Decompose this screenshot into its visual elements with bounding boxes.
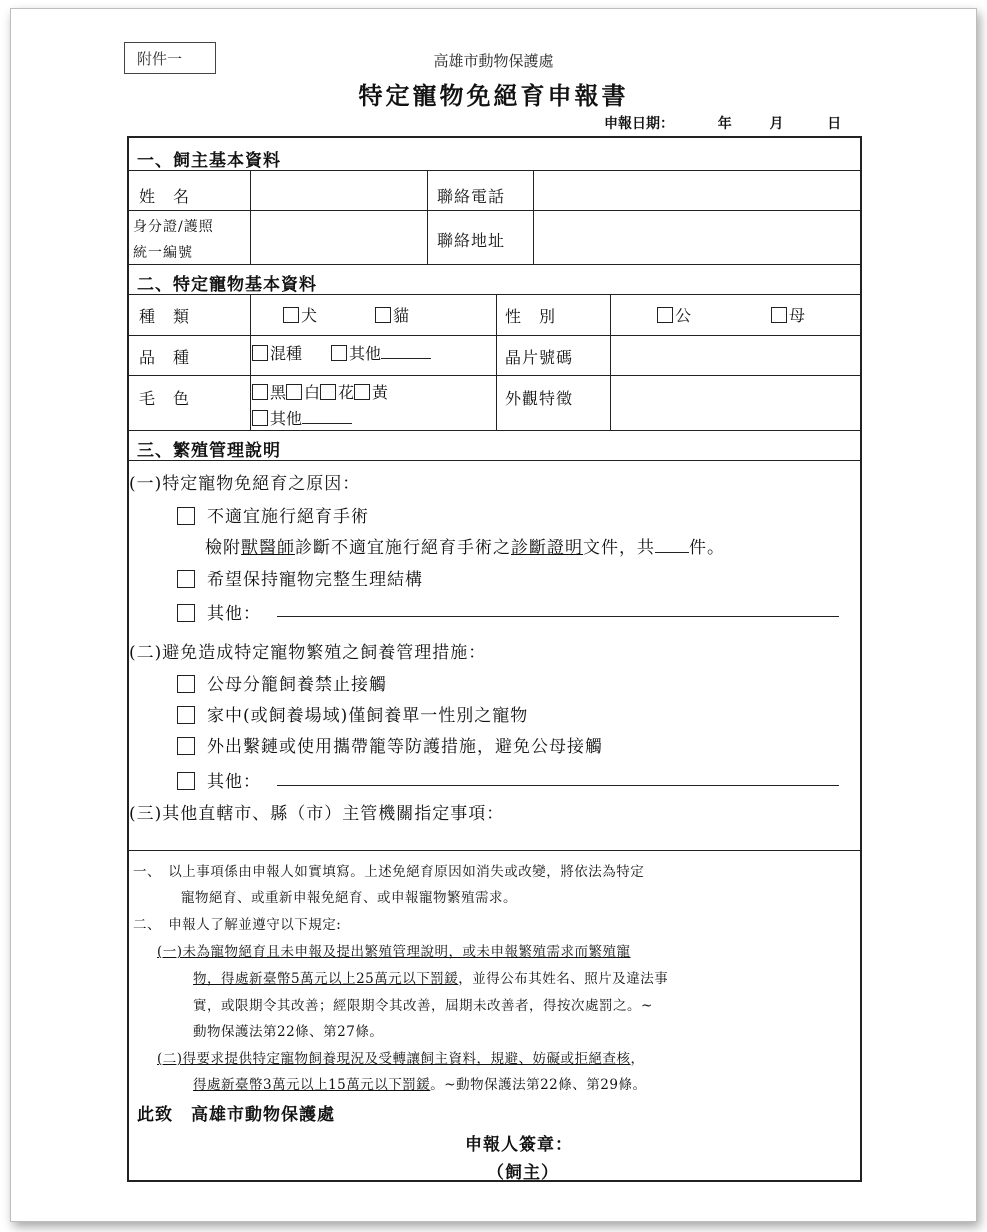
- measures-title: (二)避免造成特定寵物繁殖之飼養管理措施：: [129, 643, 487, 663]
- appearance-field[interactable]: [612, 377, 861, 429]
- breed-other-checkbox[interactable]: [331, 345, 347, 361]
- measure-separate-cages[interactable]: 公母分籠飼養禁止接觸: [177, 670, 387, 695]
- species-cat-option[interactable]: 貓: [375, 303, 409, 326]
- note-2-2-line-b: 得處新臺幣3萬元以上15萬元以下罰鍰。~動物保護法第22條、第29條。: [193, 1077, 647, 1093]
- reason-keep-intact[interactable]: 希望保持寵物完整生理結構: [177, 565, 423, 590]
- species-label: 種 類: [139, 307, 191, 326]
- date-day: 日: [827, 116, 842, 132]
- owner-name-field[interactable]: [252, 172, 426, 209]
- date-year: 年: [717, 116, 732, 132]
- sex-female-option[interactable]: 母: [771, 303, 805, 326]
- surgery-unsuitable-checkbox[interactable]: [177, 507, 195, 525]
- phone-field[interactable]: [535, 172, 861, 209]
- attachment-label: 附件一: [124, 42, 216, 74]
- color-black-option[interactable]: 黑: [252, 383, 286, 402]
- owner-label: （飼主）: [487, 1163, 559, 1183]
- address-field[interactable]: [535, 212, 861, 263]
- chip-number-field[interactable]: [612, 337, 861, 374]
- section3-heading: 三、繁殖管理說明: [137, 441, 281, 461]
- reason-other-checkbox[interactable]: [177, 604, 195, 622]
- color-other-blank[interactable]: [302, 409, 352, 424]
- color-other-option[interactable]: 其他: [252, 406, 352, 429]
- reason-other-line[interactable]: [277, 616, 839, 617]
- female-checkbox[interactable]: [771, 307, 787, 323]
- breed-mixed-option[interactable]: 混種: [252, 341, 302, 364]
- applicant-signature-label: 申報人簽章：: [465, 1135, 573, 1155]
- coat-color-options: [252, 380, 388, 403]
- male-checkbox[interactable]: [657, 307, 673, 323]
- mixed-checkbox[interactable]: [252, 345, 268, 361]
- date-label: 申報日期：: [604, 116, 674, 132]
- chip-number-label: 晶片號碼: [505, 348, 574, 367]
- reasons-title: (一)特定寵物免絕育之原因：: [129, 474, 361, 494]
- note-2-1-line-b: 物，得處新臺幣5萬元以上25萬元以下罰鍰，並得公布其姓名、照片及違法事: [193, 971, 669, 987]
- reason-surgery-unsuitable[interactable]: 不適宜施行絕育手術: [177, 502, 369, 527]
- declaration-form: [127, 136, 862, 1182]
- color-spotted-option[interactable]: 花: [320, 383, 354, 402]
- addressee: 此致 高雄市動物保護處: [137, 1105, 335, 1125]
- section2-heading: 二、特定寵物基本資料: [137, 275, 317, 295]
- measure-leash-carrier[interactable]: 外出繫鏈或使用攜帶籠等防護措施，避免公母接觸: [177, 732, 603, 757]
- owner-name-label: 姓 名: [139, 187, 191, 206]
- form-title: 特定寵物免絕育申報書: [358, 81, 629, 110]
- id-label: 身分證/護照 統一編號: [133, 219, 214, 261]
- note-2-2-line-a: (二)得要求提供特定寵物飼養現況及受轉讓飼主資料，規避、妨礙或拒絕查核，: [157, 1051, 645, 1067]
- measure-single-sex[interactable]: 家中(或飼養場域)僅飼養單一性別之寵物: [177, 701, 528, 726]
- note-1-line-a: 一、 以上事項係由申報人如實填寫。上述免絕育原因如消失或改變，將依法為特定: [133, 864, 645, 880]
- declaration-date: [604, 113, 841, 133]
- dog-checkbox[interactable]: [283, 307, 299, 323]
- color-white-option[interactable]: 白: [286, 383, 320, 402]
- sex-male-option[interactable]: 公: [657, 303, 691, 326]
- note-2: 二、 申報人了解並遵守以下規定:: [133, 917, 342, 933]
- cat-checkbox[interactable]: [375, 307, 391, 323]
- keep-intact-checkbox[interactable]: [177, 570, 195, 588]
- note-2-1-line-a: (一)未為寵物絕育且未申報及提出繁殖管理說明，或未申報繁殖需求而繁殖寵: [157, 944, 631, 960]
- note-2-1-line-c: 實，或限期令其改善；經限期令其改善，屆期未改善者，得按次處罰之。~: [193, 998, 653, 1014]
- section1-heading: 一、飼主基本資料: [137, 151, 281, 171]
- appearance-label: 外觀特徵: [505, 389, 574, 408]
- sex-label: 性 別: [505, 307, 557, 326]
- address-label: 聯絡地址: [437, 231, 506, 250]
- species-dog-option[interactable]: 犬: [283, 303, 317, 326]
- color-yellow-option[interactable]: 黃: [354, 383, 388, 402]
- note-2-1-line-d: 動物保護法第22條、第27條。: [193, 1024, 384, 1040]
- document-count-blank[interactable]: [655, 538, 689, 553]
- agency-name: 高雄市動物保護處: [433, 52, 554, 70]
- measure-other-line[interactable]: [277, 785, 839, 786]
- breed-other-option[interactable]: 其他: [331, 341, 431, 364]
- reason-other[interactable]: 其他：: [177, 599, 261, 624]
- measure-other[interactable]: 其他：: [177, 767, 261, 792]
- phone-label: 聯絡電話: [437, 187, 506, 206]
- id-number-field[interactable]: [252, 212, 426, 263]
- breed-label: 品 種: [139, 348, 191, 367]
- coat-color-label: 毛 色: [139, 389, 191, 408]
- reason-surgery-detail: 檢附獸醫師診斷不適宜施行絕育手術之診斷證明文件，共 件。: [205, 538, 725, 558]
- date-month: 月: [769, 116, 784, 132]
- designated-items-title: (三)其他直轄市、縣（市）主管機關指定事項：: [129, 804, 505, 824]
- breed-other-blank[interactable]: [381, 344, 431, 359]
- note-1-line-b: 寵物絕育、或重新申報免絕育、或申報寵物繁殖需求。: [181, 890, 517, 906]
